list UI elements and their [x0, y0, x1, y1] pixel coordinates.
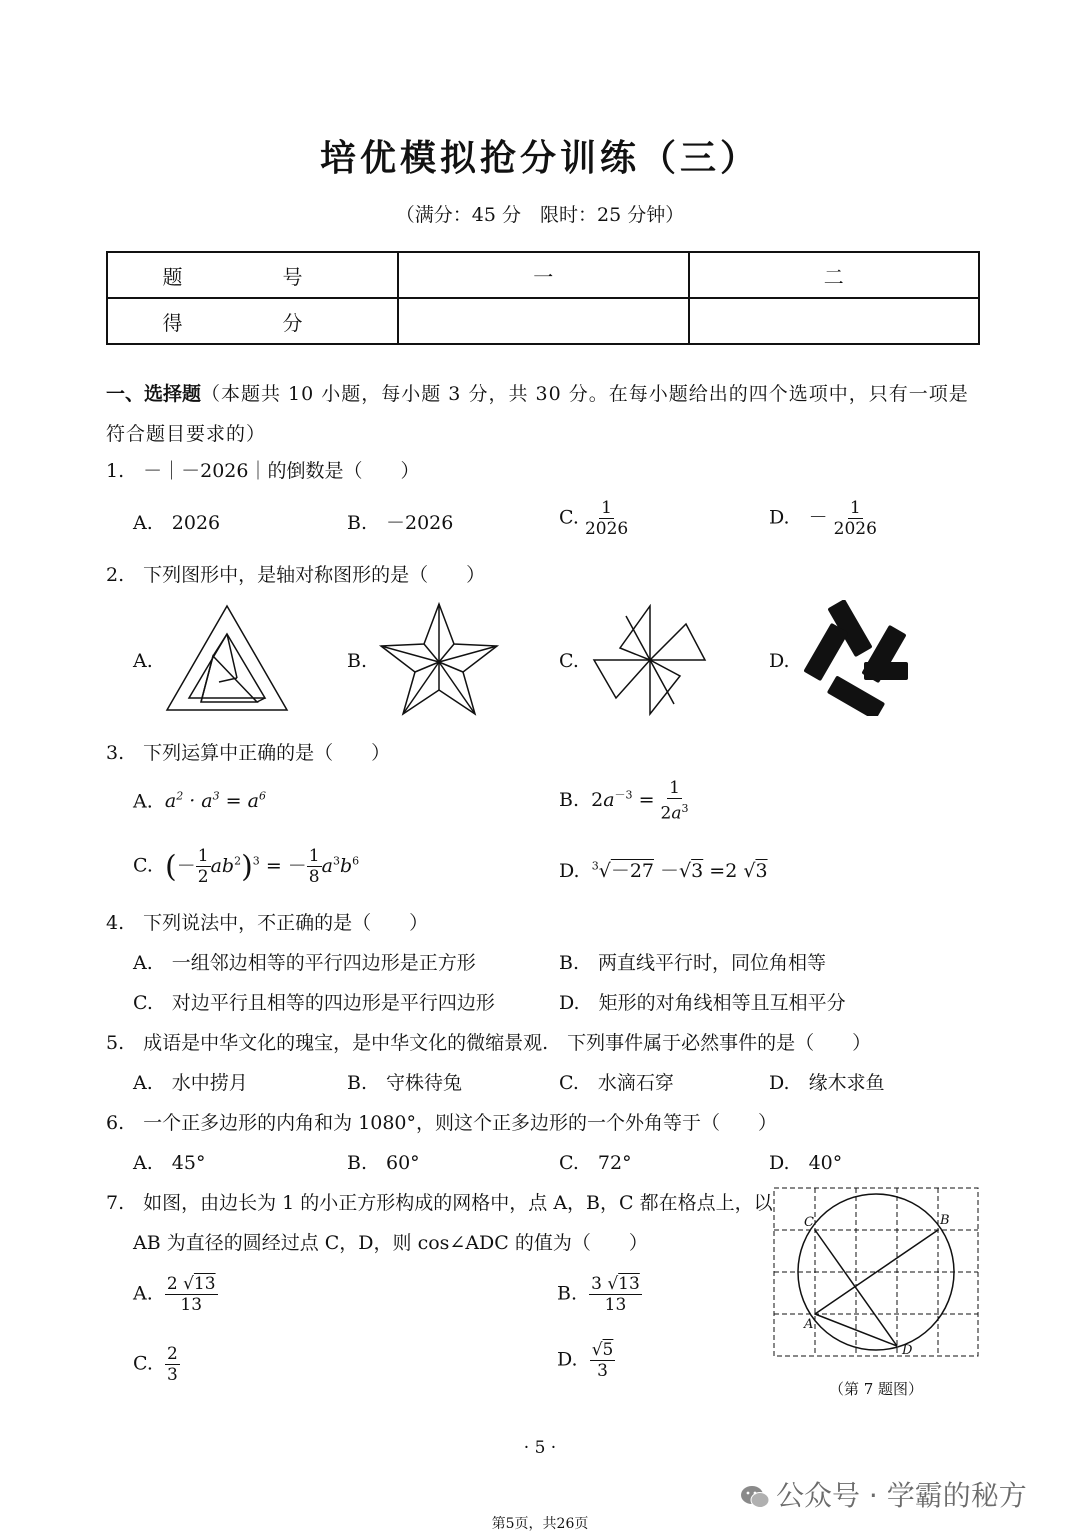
- score-cell-2: [689, 298, 980, 344]
- q6-option-c: C. 72°: [559, 1152, 632, 1174]
- point-label-b: B: [940, 1213, 950, 1228]
- q7-option-c: [133, 1344, 180, 1385]
- score-table-score-label: 得 分: [107, 298, 398, 344]
- section-label: 一、选择题: [106, 383, 202, 405]
- triangle-figure: [165, 604, 289, 712]
- q3-option-b-label: B.: [559, 788, 580, 811]
- q5-option-c: C. 水滴石穿: [559, 1072, 674, 1094]
- q7-option-d: [557, 1340, 615, 1381]
- q7-option-a-label: A.: [133, 1282, 153, 1305]
- q1-c-fraction: [585, 498, 628, 539]
- q3-option-c: [133, 846, 359, 887]
- watermark: [740, 1474, 1027, 1514]
- page-title: 培优模拟抢分训练（三）: [319, 137, 760, 179]
- question-3-stem: 3. 下列运算中正确的是（ ）: [106, 742, 391, 764]
- pinwheel-figure: [590, 604, 708, 716]
- q3-a-expression: $a^2 \cdot a^3 = a^6$: [164, 790, 266, 813]
- q1-option-d-label: D. －: [769, 506, 828, 529]
- q7-a-fraction: $\frac{2 √13}{13}$: [166, 1274, 216, 1315]
- question-7-stem-line1: 7. 如图，由边长为 1 的小正方形构成的网格中，点 A，B，C 都在格点上，以: [106, 1192, 773, 1214]
- q7-option-b: [557, 1274, 642, 1315]
- q4-option-a: A. 一组邻边相等的平行四边形是正方形: [133, 952, 476, 974]
- q7-option-d-label: D.: [557, 1348, 578, 1371]
- q3-c-expression: (－ $\frac{1}{2}$ $ab^2)^3$ = － $\frac{1}{8}$ $a^3b^6$: [165, 846, 360, 887]
- q3-b-expression: $2a^{-3}$ = $\frac{1}{2a^3}$: [591, 778, 689, 824]
- q4-option-c: C. 对边平行且相等的四边形是平行四边形: [133, 992, 495, 1014]
- fraction-denominator: 2026: [833, 519, 877, 539]
- q4-option-d: D. 矩形的对角线相等且互相平分: [559, 992, 846, 1014]
- q4-option-b: B. 两直线平行时，同位角相等: [559, 952, 827, 974]
- q6-option-b: B. 60°: [347, 1152, 420, 1174]
- q3-option-b: [559, 778, 689, 824]
- q1-d-fraction: [834, 498, 877, 539]
- q3-option-d: [559, 856, 768, 883]
- q3-d-expression: $^3$√－27 －√3 =2 √3: [591, 859, 768, 882]
- q2-option-c-label: C.: [559, 650, 579, 672]
- page-subtitle: （满分：45 分 限时：25 分钟）: [395, 204, 685, 226]
- point-label-d: D: [902, 1343, 913, 1358]
- watermark-text: 公众号 · 学霸的秘方: [776, 1479, 1027, 1512]
- q5-option-d: D. 缘木求鱼: [769, 1072, 885, 1094]
- q3-option-a-label: A.: [133, 790, 153, 813]
- q5-option-a: A. 水中捞月: [133, 1072, 248, 1094]
- q1-option-b: B. －2026: [347, 512, 454, 534]
- q1-option-c: [559, 498, 628, 539]
- question-1-stem: 1. －｜－2026｜的倒数是（ ）: [106, 460, 420, 482]
- q1-option-d: [769, 498, 877, 539]
- page-footer: 第5页，共26页: [491, 1516, 589, 1532]
- q7-c-fraction: $\frac{2}{3}$: [167, 1344, 178, 1385]
- q5-option-b: B. 守株待兔: [347, 1072, 463, 1094]
- score-table-header: 题 号: [107, 252, 398, 298]
- q7-grid-circle-figure: [772, 1186, 980, 1358]
- q2-option-a-label: A.: [133, 650, 153, 672]
- q1-option-c-label: C.: [559, 506, 579, 529]
- fraction-denominator: 2026: [584, 519, 629, 539]
- question-7-stem-line2: AB 为直径的圆经过点 C，D，则 cos∠ADC 的值为（ ）: [133, 1232, 648, 1254]
- q3-option-d-label: D.: [559, 860, 580, 882]
- q2-option-d-label: D.: [769, 650, 790, 672]
- question-5-stem: 5. 成语是中华文化的瑰宝，是中华文化的微缩景观. 下列事件属于必然事件的是（ ）: [106, 1032, 872, 1054]
- point-label-a: A: [804, 1317, 814, 1332]
- q3-option-c-label: C.: [133, 854, 153, 877]
- q2-option-b-label: B.: [347, 650, 368, 672]
- q1-option-a: A. 2026: [133, 512, 221, 534]
- score-cell-1: [398, 298, 689, 344]
- star-figure: [378, 602, 500, 716]
- wechat-icon: [740, 1484, 770, 1510]
- score-table-col-2: 二: [689, 252, 980, 298]
- q7-option-c-label: C.: [133, 1352, 153, 1375]
- q7-d-fraction: $\frac{√5}{3}$: [591, 1340, 614, 1381]
- q7-option-a: [133, 1274, 218, 1315]
- bars-figure: [804, 600, 910, 716]
- section-description: （本题共 10 小题，每小题 3 分，共 30 分。在每小题给出的四个选项中，只有一项是符合题目要求的）: [106, 383, 969, 445]
- fraction-numerator: 1: [849, 498, 861, 518]
- q7-b-fraction: $\frac{3 √13}{13}$: [591, 1274, 640, 1315]
- page-number: · 5 ·: [523, 1438, 557, 1458]
- section-heading: [106, 374, 986, 454]
- question-6-stem: 6. 一个正多边形的内角和为 1080°，则这个正多边形的一个外角等于（ ）: [106, 1112, 778, 1134]
- score-table: [106, 251, 980, 345]
- question-4-stem: 4. 下列说法中，不正确的是（ ）: [106, 912, 429, 934]
- fraction-numerator: 1: [601, 498, 612, 518]
- q7-figure-caption: （第 7 题图）: [828, 1380, 924, 1398]
- score-table-col-1: 一: [398, 252, 689, 298]
- point-label-c: C: [804, 1215, 814, 1230]
- q6-option-d: D. 40°: [769, 1152, 843, 1174]
- q3-option-a: [133, 790, 266, 812]
- q6-option-a: A. 45°: [133, 1152, 206, 1174]
- q7-option-b-label: B.: [557, 1282, 578, 1305]
- question-2-stem: 2. 下列图形中，是轴对称图形的是（ ）: [106, 564, 486, 586]
